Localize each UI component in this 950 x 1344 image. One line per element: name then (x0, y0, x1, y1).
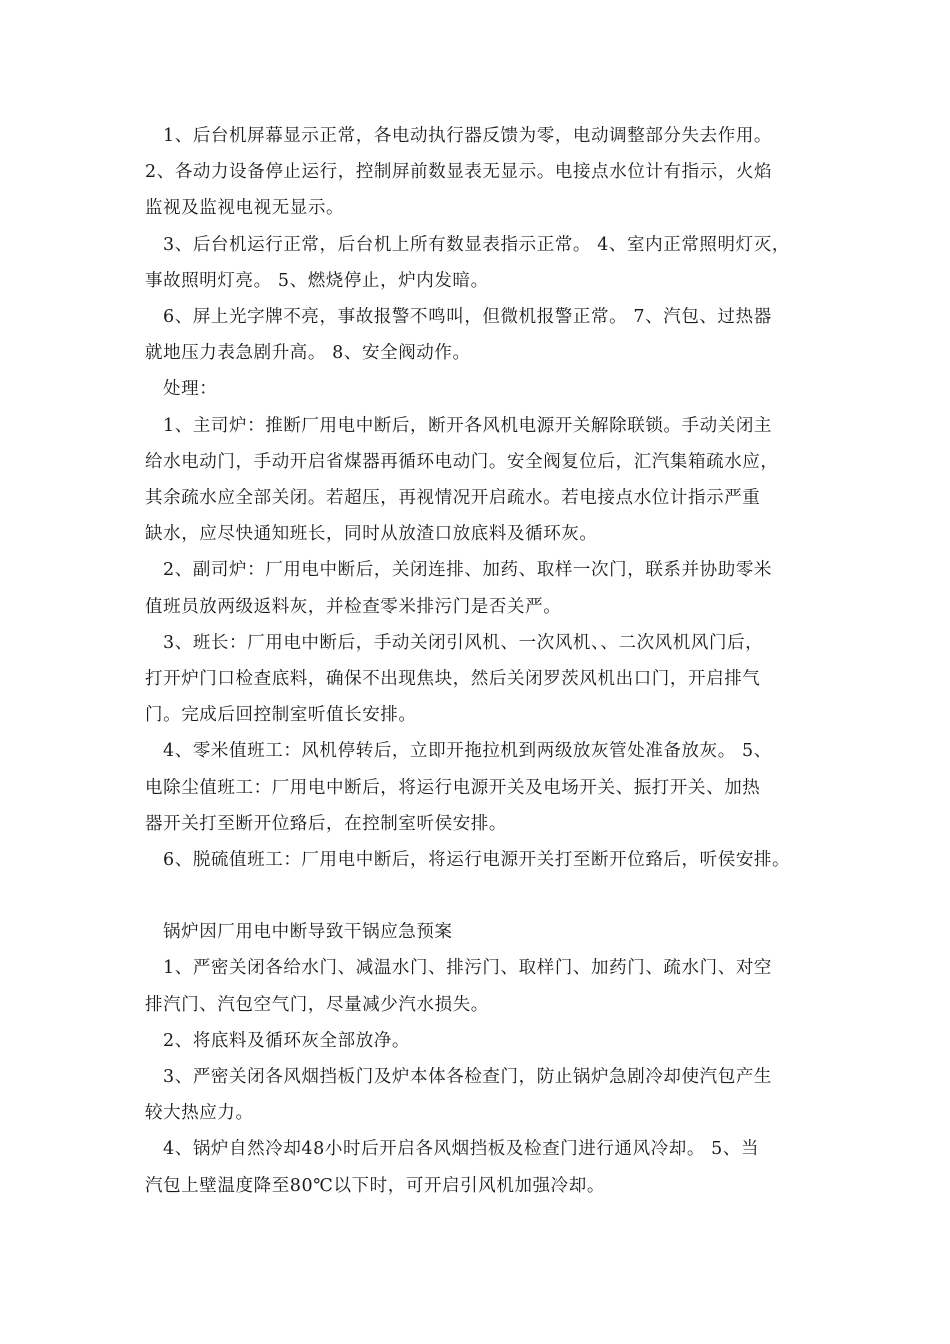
text-line: 1、主司炉：推断厂用电中断后，断开各风机电源开关解除联锁。手动关闭主 (163, 415, 773, 436)
text-line: 2、各动力设备停止运行，控制屏前数显表无显示。电接点水位计有指示，火焰 (145, 162, 773, 183)
text-line: 门。完成后回控制室听值长安排。 (145, 705, 417, 726)
text-line: 4、锅炉自然冷却48小时后开启各风烟挡板及检查门进行通风冷却。 5、当 (163, 1139, 760, 1160)
text-line: 3、班长：厂用电中断后，手动关闭引风机、一次风机、、二次风机风门后， (163, 632, 764, 653)
section-heading: 处理： (163, 379, 218, 400)
text-line: 2、将底料及循环灰全部放净。 (163, 1030, 411, 1051)
text-line: 值班员放两级返料灰，并检查零米排污门是否关严。 (145, 596, 562, 617)
text-line: 2、副司炉：厂用电中断后，关闭连排、加药、取样一次门，联系并协助零米 (163, 560, 773, 581)
document-body (145, 118, 835, 1204)
section-title: 锅炉因厂用电中断导致干锅应急预案 (163, 922, 453, 943)
paragraph-gap (145, 878, 835, 914)
text-line: 事故照明灯亮。 5、燃烧停止，炉内发暗。 (145, 270, 489, 291)
text-line: 1、后台机屏幕显示正常，各电动执行器反馈为零，电动调整部分失去作用。 (163, 126, 773, 146)
text-line: 其余疏水应全部关闭。若超压，再视情况开启疏水。若电接点水位计指示严重 (145, 488, 761, 509)
text-line: 就地压力表急剧升高。 8、安全阀动作。 (145, 343, 471, 364)
text-line: 监视及监视电视无显示。 (145, 198, 345, 219)
text-line: 1、严密关闭各给水门、减温水门、排污门、取样门、加药门、疏水门、对空 (163, 958, 773, 979)
text-line: 3、后台机运行正常，后台机上所有数显表指示正常。 4、室内正常照明灯灭， (163, 234, 790, 255)
text-line: 汽包上壁温度降至80℃以下时，可开启引风机加强冷却。 (145, 1175, 605, 1196)
text-line: 排汽门、汽包空气门，尽量减少汽水损失。 (145, 994, 489, 1015)
text-line: 给水电动门，手动开启省煤器再循环电动门。安全阀复位后，汇汽集箱疏水应， (145, 451, 779, 472)
text-line: 器开关打至断开位臵后，在控制室听侯安排。 (145, 813, 507, 834)
text-line: 打开炉门口检查底料，确保不出现焦块，然后关闭罗茨风机出口门，开启排气 (145, 669, 761, 690)
text-line: 缺水，应尽快通知班长，同时从放渣口放底料及循环灰。 (145, 524, 598, 545)
text-line: 4、零米值班工：风机停转后，立即开拖拉机到两级放灰管处准备放灰。 5、 (163, 741, 772, 762)
text-line: 6、屏上光字牌不亮，事故报警不鸣叫，但微机报警正常。 7、汽包、过热器 (163, 307, 772, 328)
text-line: 电除尘值班工：厂用电中断后，将运行电源开关及电场开关、振打开关、加热 (145, 777, 761, 798)
text-line: 较大热应力。 (145, 1103, 254, 1124)
text-line: 3、严密关闭各风烟挡板门及炉本体各检查门，防止锅炉急剧冷却使汽包产生 (163, 1067, 773, 1088)
text-line: 6、脱硫值班工：厂用电中断后，将运行电源开关打至断开位臵后，听侯安排。 (163, 850, 791, 871)
